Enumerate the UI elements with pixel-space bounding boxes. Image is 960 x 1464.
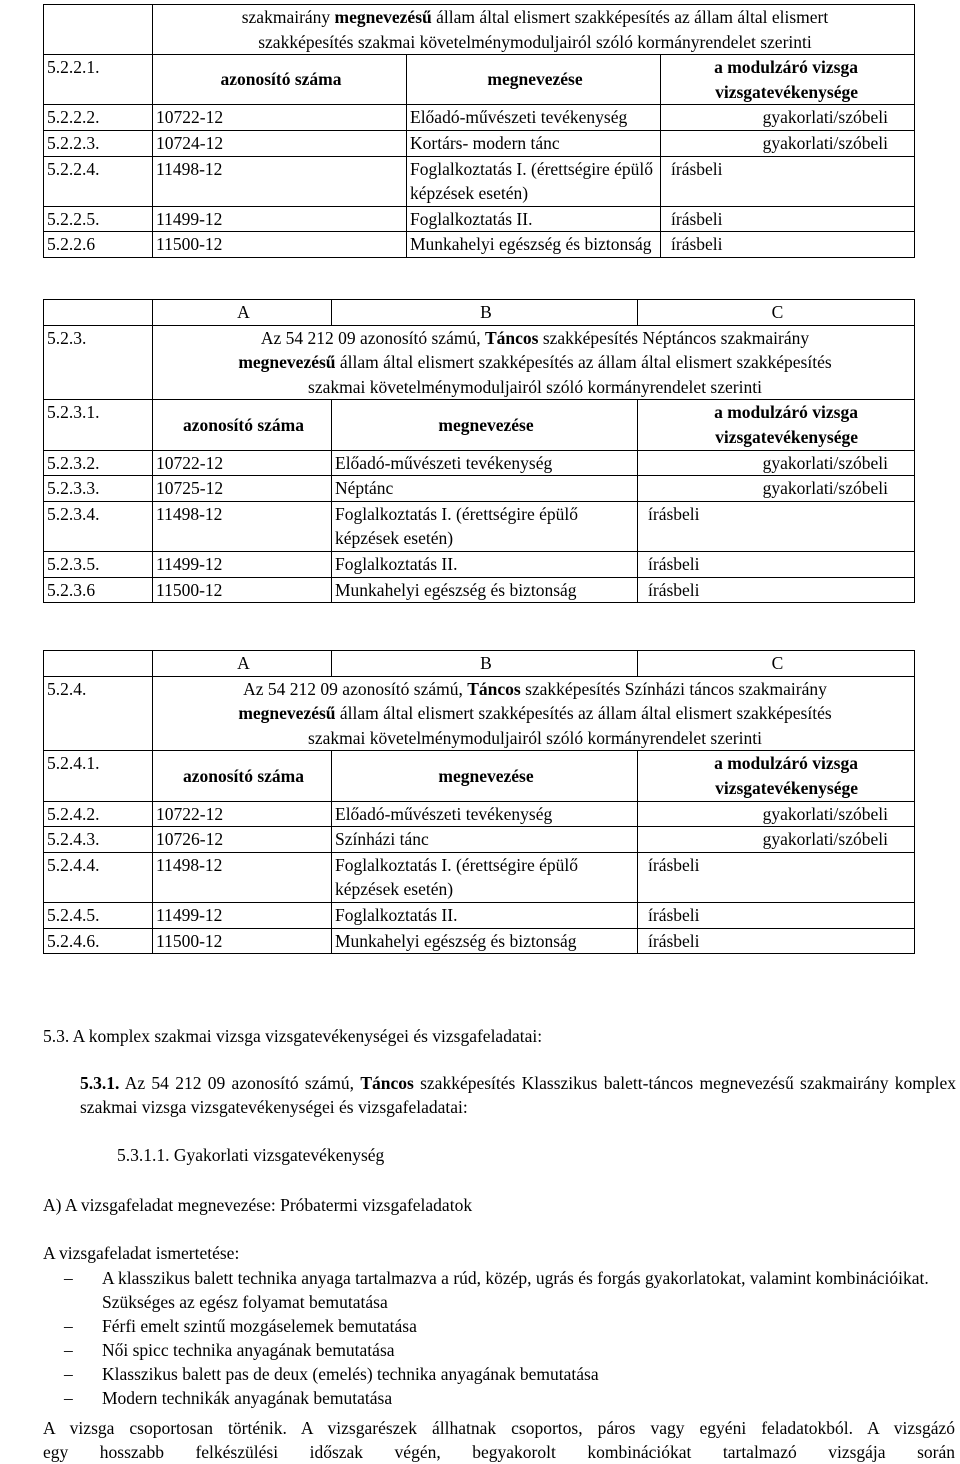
table-row — [44, 551, 915, 577]
table-title-row — [44, 5, 915, 55]
module-name: Munkahelyi egészség és biztonság — [407, 232, 661, 258]
title-pre: Az 54 212 09 azonosító számú, — [243, 678, 468, 699]
title-line2-rest: állam által elismert szakképesítés az állam által elismert szakképesítés — [335, 703, 832, 724]
exam-type: írásbeli — [661, 156, 915, 206]
dash-bullet-icon: – — [64, 1388, 73, 1408]
table-row — [44, 801, 915, 827]
task-title: A) A vizsgafeladat megnevezése: Próbatermi vizsgafeladatok — [43, 1195, 473, 1215]
section-5-3-1-pre: Az 54 212 09 azonosító számú, — [119, 1073, 361, 1093]
row-number: 5.2.3.5. — [44, 551, 153, 577]
exam-type: írásbeli — [638, 928, 915, 954]
exam-type: írásbeli — [638, 852, 915, 902]
col-header-name: megnevezése — [407, 55, 661, 105]
row-number: 5.2.2.1. — [44, 55, 153, 105]
module-name: Néptánc — [332, 476, 638, 502]
exam-type: írásbeli — [638, 501, 915, 551]
row-number: 5.2.2.2. — [44, 105, 153, 131]
table-row — [44, 476, 915, 502]
module-id: 10722-12 — [153, 450, 332, 476]
module-name: Foglalkoztatás II. — [332, 902, 638, 928]
table-row — [44, 130, 915, 156]
table-title-row — [44, 325, 915, 400]
title-line3: szakmai követelménymoduljairól szóló kormányrendelet szerinti — [308, 727, 762, 748]
title-line-1: szakmairány megnevezésű állam által elismert szakképesítés az állam által elismert — [241, 7, 829, 27]
exam-type: gyakorlati/szóbeli — [638, 476, 915, 502]
col-letter-b: B — [332, 651, 638, 677]
table-title — [153, 325, 915, 400]
col-header-exam-line1: a modulzáró vizsga — [714, 402, 858, 423]
row-number: 5.2.4.5. — [44, 902, 153, 928]
list-item-text: A klasszikus balett technika anyaga tartalmazva a rúd, közép, ugrás és forgás gyakorlatokat, valamint kombinációikat. Szükséges az egész folyamat bemutatása — [102, 1268, 929, 1312]
col-header-exam-line1: a modulzáró vizsga — [714, 57, 858, 78]
closing-paragraph-line-1: A vizsga csoportosan történik. A vizsgarészek állhatnak csoportos, páros vagy egyéni feladatokból. A vizsgázó — [43, 1418, 955, 1438]
title-bold: Táncos — [484, 327, 539, 348]
module-table-3 — [43, 650, 915, 954]
module-id: 11500-12 — [153, 928, 332, 954]
module-id: 10722-12 — [153, 801, 332, 827]
row-number: 5.2.2.6 — [44, 232, 153, 258]
table-row — [44, 501, 915, 551]
exam-type: gyakorlati/szóbeli — [638, 801, 915, 827]
col-header-id: azonosító száma — [153, 751, 332, 801]
list-item-text: Modern technikák anyagának bemutatása — [102, 1388, 393, 1408]
module-name: Foglalkoztatás II. — [332, 551, 638, 577]
section-5-3-1-bold: Táncos — [360, 1073, 414, 1093]
table-cell — [44, 651, 153, 677]
col-header-exam — [638, 400, 915, 450]
module-id: 11500-12 — [153, 577, 332, 603]
col-header-exam-line2: vizsgatevékenysége — [715, 426, 858, 447]
col-letter-a: A — [153, 300, 332, 326]
row-number: 5.2.3.4. — [44, 501, 153, 551]
table-title — [153, 676, 915, 751]
module-id: 11498-12 — [153, 852, 332, 902]
task-list — [43, 1266, 958, 1410]
module-id: 11500-12 — [153, 232, 407, 258]
table-row — [44, 827, 915, 853]
col-header-name: megnevezése — [332, 400, 638, 450]
row-number: 5.2.4.3. — [44, 827, 153, 853]
section-5-3-1 — [80, 1071, 956, 1119]
title-post: szakképesítés Színházi táncos szakmairány — [520, 678, 827, 699]
module-id: 10726-12 — [153, 827, 332, 853]
title-bold: Táncos — [467, 678, 521, 699]
section-number: 5.2.4. — [44, 676, 153, 751]
module-name: Színházi tánc — [332, 827, 638, 853]
list-item — [43, 1338, 958, 1362]
row-number: 5.2.2.3. — [44, 130, 153, 156]
row-number: 5.2.3.6 — [44, 577, 153, 603]
col-header-exam — [661, 55, 915, 105]
col-header-exam-line2: vizsgatevékenysége — [715, 81, 858, 102]
module-name: Munkahelyi egészség és biztonság — [332, 928, 638, 954]
table-row — [44, 577, 915, 603]
section-heading-5-3-1-1: 5.3.1.1. Gyakorlati vizsgatevékenység — [117, 1145, 385, 1165]
list-item-text: Férfi emelt szintű mozgáselemek bemutatása — [102, 1316, 417, 1336]
section-5-3-1-number: 5.3.1. — [80, 1073, 120, 1093]
exam-type: gyakorlati/szóbeli — [638, 450, 915, 476]
exam-type: írásbeli — [638, 577, 915, 603]
module-id: 11498-12 — [153, 501, 332, 551]
list-item-text: Női spicc technika anyagának bemutatása — [102, 1340, 395, 1360]
list-item-text: Klasszikus balett pas de deux (emelés) technika anyagának bemutatása — [102, 1364, 599, 1384]
dash-bullet-icon: – — [64, 1268, 73, 1288]
row-number: 5.2.4.1. — [44, 751, 153, 801]
column-letter-row — [44, 651, 915, 677]
exam-type: írásbeli — [661, 232, 915, 258]
section-number: 5.2.3. — [44, 325, 153, 400]
module-name: Előadó-művészeti tevékenység — [332, 801, 638, 827]
col-header-name: megnevezése — [332, 751, 638, 801]
module-name: Kortárs- modern tánc — [407, 130, 661, 156]
title-post: szakképesítés Néptáncos szakmairány — [538, 327, 810, 348]
task-description-label: A vizsgafeladat ismertetése: — [43, 1243, 240, 1263]
row-number: 5.2.4.6. — [44, 928, 153, 954]
list-item — [43, 1266, 958, 1314]
closing-paragraph-line-2: egy hosszabb felkészülési időszak végén, begyakorolt kombinációkat tartalmazó vizsgája során — [43, 1442, 955, 1462]
row-number: 5.2.2.4. — [44, 156, 153, 206]
list-item — [43, 1386, 958, 1410]
col-letter-b: B — [332, 300, 638, 326]
title-pre: Az 54 212 09 azonosító számú, — [260, 327, 485, 348]
title-line3: szakmai követelménymoduljairól szóló kormányrendelet szerinti — [308, 376, 762, 397]
module-id: 10722-12 — [153, 105, 407, 131]
module-name: Előadó-művészeti tevékenység — [407, 105, 661, 131]
table-cell — [44, 300, 153, 326]
module-table-2 — [43, 299, 915, 603]
table-row — [44, 928, 915, 954]
col-header-exam-line1: a modulzáró vizsga — [714, 753, 858, 774]
table-header-row — [44, 400, 915, 450]
col-header-exam-line2: vizsgatevékenysége — [715, 777, 858, 798]
module-name: Foglalkoztatás I. (érettségire épülő képzések esetén) — [407, 156, 661, 206]
row-number: 5.2.3.2. — [44, 450, 153, 476]
dash-bullet-icon: – — [64, 1340, 73, 1360]
table-row — [44, 852, 915, 902]
title-line-2: szakképesítés szakmai követelménymoduljairól szóló kormányrendelet szerinti — [258, 31, 812, 52]
module-name: Előadó-művészeti tevékenység — [332, 450, 638, 476]
title-line2-bold: megnevezésű — [238, 352, 336, 373]
row-number: 5.2.4.2. — [44, 801, 153, 827]
column-letter-row — [44, 300, 915, 326]
table-row — [44, 156, 915, 206]
exam-type: írásbeli — [638, 551, 915, 577]
module-table-1 — [43, 4, 915, 258]
exam-type: gyakorlati/szóbeli — [661, 105, 915, 131]
module-name: Foglalkoztatás II. — [407, 206, 661, 232]
module-name: Foglalkoztatás I. (érettségire épülő képzések esetén) — [332, 852, 638, 902]
table-cell — [44, 5, 153, 55]
col-letter-c: C — [638, 651, 915, 677]
module-id: 10725-12 — [153, 476, 332, 502]
row-number: 5.2.2.5. — [44, 206, 153, 232]
exam-type: gyakorlati/szóbeli — [661, 130, 915, 156]
title-line2-rest: állam által elismert szakképesítés az állam által elismert szakképesítés — [335, 352, 832, 373]
col-header-id: azonosító száma — [153, 55, 407, 105]
table-header-row — [44, 55, 915, 105]
table-row — [44, 105, 915, 131]
section-heading-5-3: 5.3. A komplex szakmai vizsga vizsgatevékenységei és vizsgafeladatai: — [43, 1026, 543, 1046]
table-row — [44, 232, 915, 258]
module-id: 10724-12 — [153, 130, 407, 156]
col-letter-c: C — [638, 300, 915, 326]
exam-type: gyakorlati/szóbeli — [638, 827, 915, 853]
table-header-row — [44, 751, 915, 801]
table-title — [153, 5, 915, 55]
module-id: 11499-12 — [153, 902, 332, 928]
dash-bullet-icon: – — [64, 1364, 73, 1384]
module-name: Munkahelyi egészség és biztonság — [332, 577, 638, 603]
col-letter-a: A — [153, 651, 332, 677]
col-header-exam — [638, 751, 915, 801]
table-title-row — [44, 676, 915, 751]
exam-type: írásbeli — [661, 206, 915, 232]
row-number: 5.2.4.4. — [44, 852, 153, 902]
module-name: Foglalkoztatás I. (érettségire épülő képzések esetén) — [332, 501, 638, 551]
list-item — [43, 1362, 958, 1386]
module-id: 11499-12 — [153, 206, 407, 232]
table-row — [44, 206, 915, 232]
col-header-id: azonosító száma — [153, 400, 332, 450]
exam-type: írásbeli — [638, 902, 915, 928]
section-5-3-1-post: szakképesítés Klasszikus balett-táncos megnevezésű szakmairány komplex szakmai vizsga vizsgatevékenységei és vizsgafeladatai: — [80, 1073, 956, 1117]
module-id: 11499-12 — [153, 551, 332, 577]
list-item — [43, 1314, 958, 1338]
module-id: 11498-12 — [153, 156, 407, 206]
title-line2-bold: megnevezésű — [238, 703, 336, 724]
table-row — [44, 902, 915, 928]
table-row — [44, 450, 915, 476]
row-number: 5.2.3.1. — [44, 400, 153, 450]
dash-bullet-icon: – — [64, 1316, 73, 1336]
row-number: 5.2.3.3. — [44, 476, 153, 502]
